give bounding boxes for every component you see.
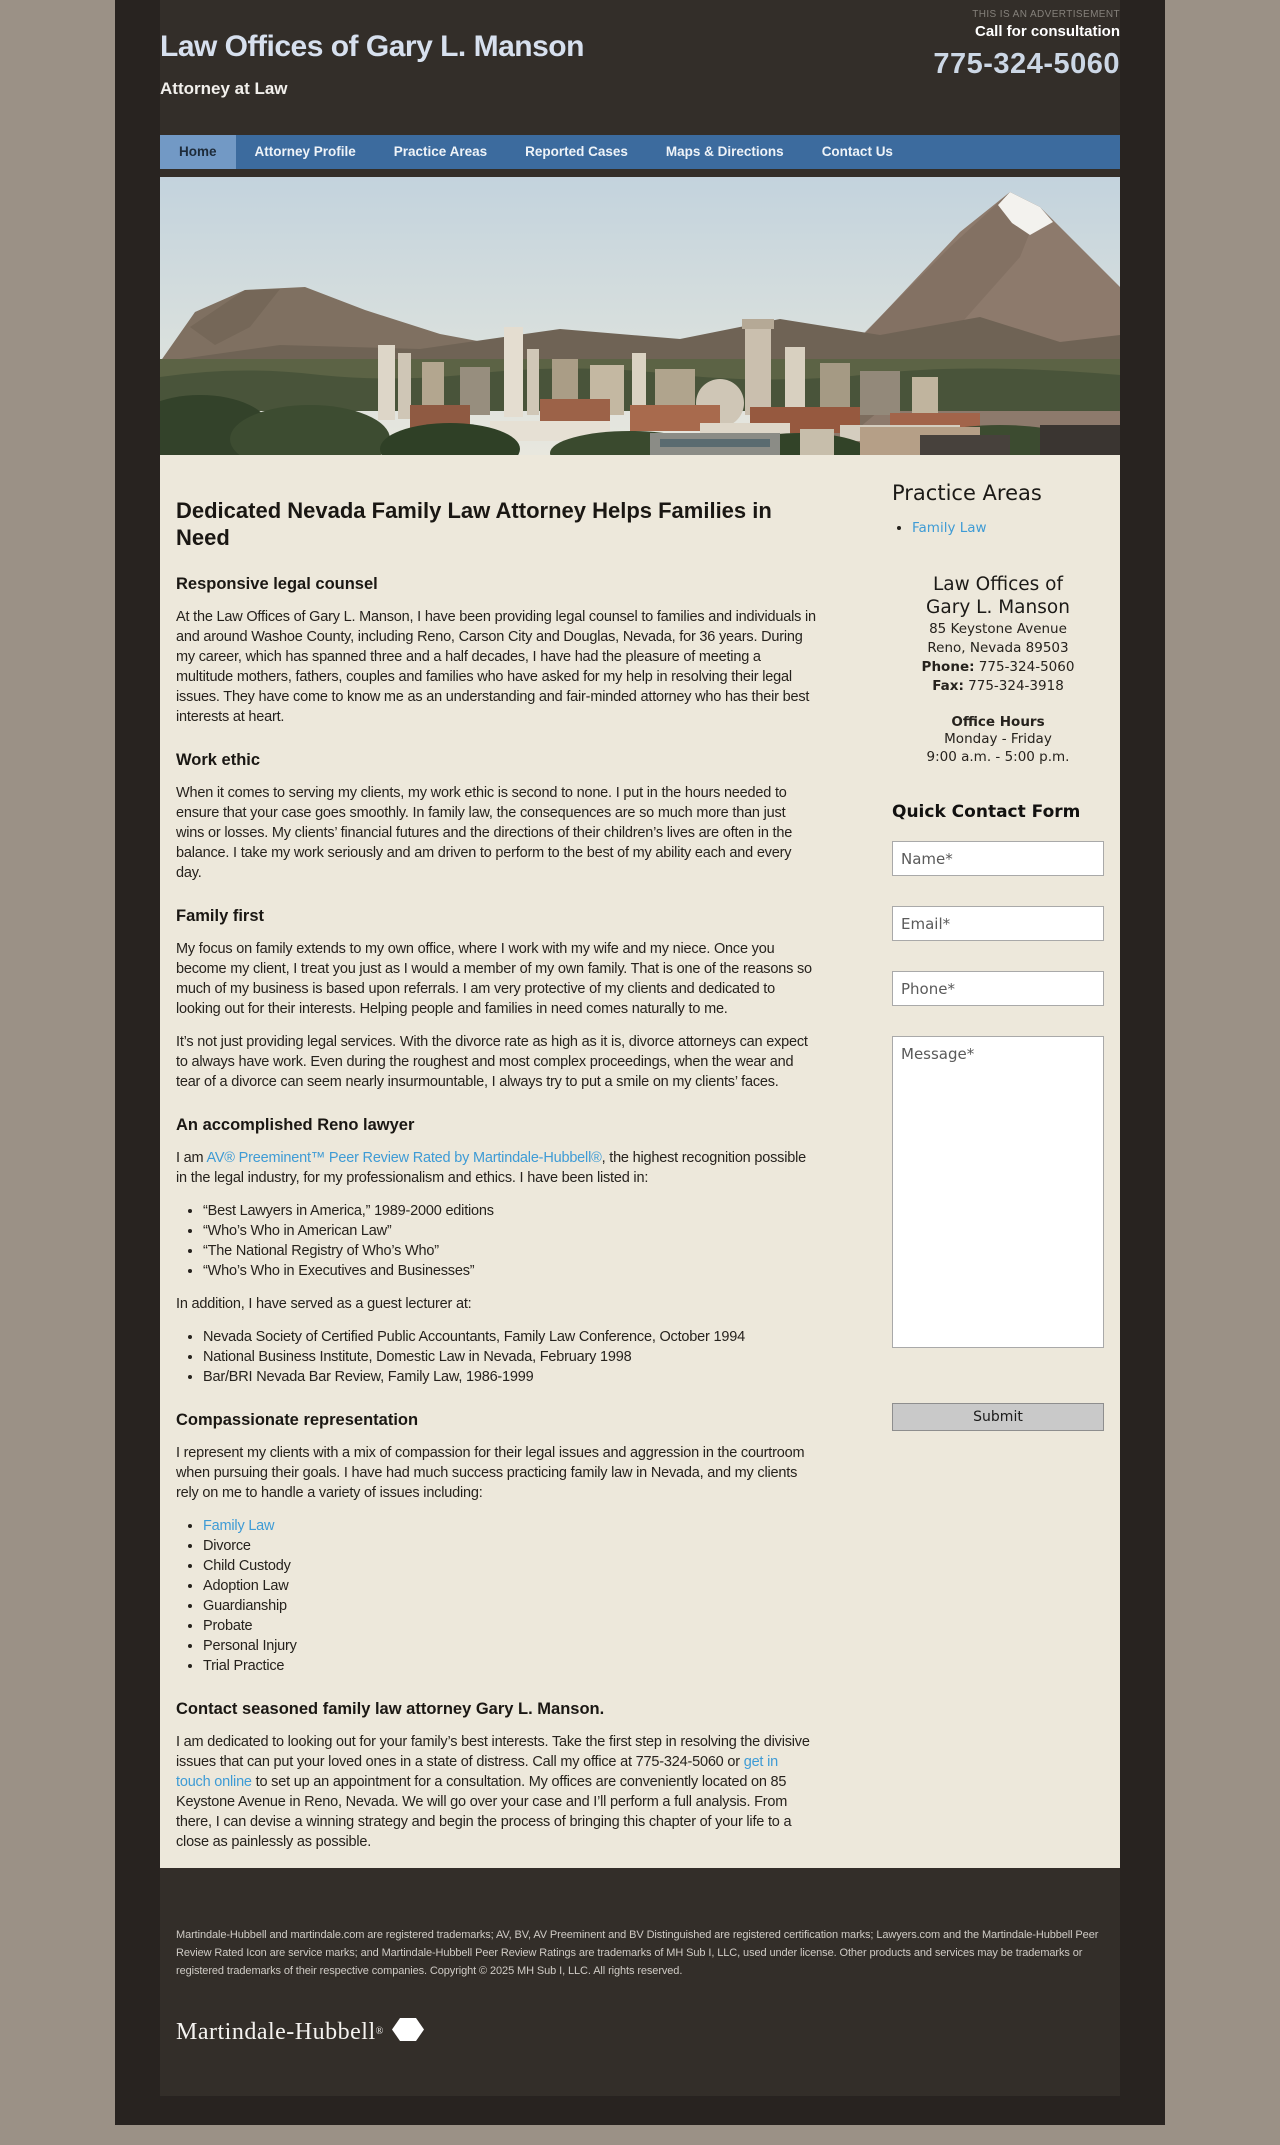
call-for-consultation-label: Call for consultation [974,23,1120,40]
fax-label: Fax: [932,678,964,694]
list-item: • Adoption Law [203,1576,816,1596]
office-hours-days: Monday - Friday [944,731,1052,747]
list-item: • Personal Injury [203,1636,816,1656]
nav-item-practice-areas[interactable]: Practice Areas [393,144,488,159]
av-preeminent-link[interactable]: AV® Preeminent™ Peer Review Rated by Martindale-Hubbell® [206,1150,602,1166]
list-item: • “Best Lawyers in America,” 1989-2000 editions [203,1201,816,1221]
list-item: • “Who’s Who in American Law” [203,1221,816,1241]
section-heading-family-first: Family first [176,907,265,925]
sidebar-family-law-link[interactable]: Family Law [912,520,987,536]
trademark-disclaimer: Martindale-Hubbell and martindale.com are registered trademarks; AV, BV, AV Preeminent and BV Distinguished are registered certification marks; Lawyers.com and the Martindale-Hubbell Peer Review Rated Icon are service marks; and Martindale-Hubbell Peer Review Ratings are trademarks of MH Sub I, LLC, used under license. Other products and services may be trademarks or registered trademarks of their respective companies. Copyright © 2025 MH Sub I, LLC. All rights reserved. [176,1929,1099,1977]
main-content-area [160,455,1120,1868]
paragraph-with-link [176,1732,816,1852]
paragraph-with-link [176,1148,816,1188]
phone-value: 775-324-5060 [978,659,1075,675]
paragraph: It’s not just providing legal services. With the divorce rate as high as it is, divorce attorneys can expect to always have work. Even during the roughest and most complex proceedings, when the wear and tear of a divorce can seem nearly insurmountable, I always try to put a smile on my clients’ faces. [176,1034,808,1090]
office-hours-card [892,714,1104,766]
list-item: • National Business Institute, Domestic Law in Nevada, February 1998 [203,1347,816,1367]
list-item [912,519,1104,537]
paragraph: At the Law Offices of Gary L. Manson, I have been providing legal counsel to families and individuals in and around Washoe County, including Reno, Carson City and Douglas, Nevada, for 36 years. During my career, which has spanned three and a half decades, I have had the pleasure of meeting a multitude mothers, fathers, couples and families who have asked for my help in resolving their legal issues. They have come to know me as an understanding and fair-minded attorney who has their best interests at heart. [176,609,816,725]
paragraph: I represent my clients with a mix of compassion for their legal issues and aggression in the courtroom when pursuing their goals. I have had much success practicing family law in Nevada, and my clients rely on me to handle a variety of issues including: [176,1445,805,1501]
list-item: • Trial Practice [203,1656,816,1676]
registered-mark: ® [375,2026,384,2037]
phone-line [892,658,1104,676]
issues-list [176,1516,816,1676]
header-phone-number: 775-324-5060 [933,48,1120,80]
paragraph: When it comes to serving my clients, my work ethic is second to none. I put in the hours needed to ensure that your case goes smoothly. In family law, the consequences are so much more than just wins or losses. My clients’ financial futures and the directions of their children’s lives are often in the balance. I take my work seriously and am driven to perform to the best of my ability each and every day. [176,785,793,881]
paragraph: In addition, I have served as a guest lecturer at: [176,1296,472,1312]
advertisement-note: THIS IS AN ADVERTISEMENT [972,9,1120,20]
list-item: • Bar/BRI Nevada Bar Review, Family Law, 1986-1999 [203,1367,816,1387]
message-field[interactable] [892,1036,1104,1348]
list-item [203,1516,816,1536]
section-heading-accomplished-lawyer: An accomplished Reno lawyer [176,1116,415,1134]
list-item: • Nevada Society of Certified Public Accountants, Family Law Conference, October 1994 [203,1327,816,1347]
text-segment: I am dedicated to looking out for your family’s best interests. Take the first step in resolving the divisive issues that can put your loved ones in a state of distress. Call my office at 775-324-5060 or [176,1734,810,1770]
site-subtitle: Attorney at Law [160,79,288,98]
fax-line [892,677,1104,695]
quick-contact-form [892,841,1104,1431]
list-item: • “The National Registry of Who’s Who” [203,1241,816,1261]
main-nav [160,135,1120,169]
email-field[interactable] [892,906,1104,941]
list-item: • Probate [203,1616,816,1636]
nav-item-home[interactable]: Home [160,135,236,169]
fax-value: 775-324-3918 [968,678,1064,694]
logo-text: Martindale-Hubbell [176,2018,376,2045]
martindale-hubbell-logo [176,2016,1104,2048]
office-hours-times: 9:00 a.m. - 5:00 p.m. [926,749,1070,765]
hexagon-icon [392,2016,424,2048]
text-segment: I am [176,1150,207,1166]
lectures-list [176,1327,816,1387]
list-item: • Child Custody [203,1556,816,1576]
section-heading-contact: Contact seasoned family law attorney Gary L. Manson. [176,1700,605,1718]
list-item: • Guardianship [203,1596,816,1616]
section-heading-compassionate-representation: Compassionate representation [176,1411,419,1429]
practice-areas-list [892,519,1104,537]
submit-button[interactable]: Submit [892,1403,1104,1431]
family-law-link[interactable]: Family Law [203,1518,275,1534]
practice-areas-heading: Practice Areas [892,481,1042,505]
list-item: • “Who’s Who in Executives and Businesses” [203,1261,816,1281]
site-header [160,0,1120,135]
nav-item-attorney-profile[interactable]: Attorney Profile [254,144,356,159]
nav-item-contact-us[interactable]: Contact Us [821,144,893,159]
section-heading-work-ethic: Work ethic [176,751,261,769]
firm-address-card [892,573,1104,695]
listed-in-list [176,1201,816,1281]
phone-label: Phone: [921,659,975,675]
name-field[interactable] [892,841,1104,876]
list-item: • Divorce [203,1536,816,1556]
nav-item-reported-cases[interactable]: Reported Cases [525,144,628,159]
section-heading-responsive-legal-counsel: Responsive legal counsel [176,575,378,593]
page-title: Dedicated Nevada Family Law Attorney Helps Families in Need [176,498,772,550]
page-container [115,0,1165,2125]
article-column [176,471,816,1852]
address-line1: 85 Keystone Avenue [929,621,1067,637]
text-segment: , the highest recognition possible in the legal industry, for my professionalism and ethics. I have been listed in: [176,1150,806,1186]
get-in-touch-link[interactable]: get in touch online [176,1754,778,1790]
paragraph: My focus on family extends to my own office, where I work with my wife and my niece. Once you become my client, I treat you just as I would a member of my own family. That is one of the reasons so much of my business is based upon referrals. I am very protective of my clients and dedicated to looking out for their interests. Helping people and families in need comes naturally to me. [176,941,812,1017]
sidebar [892,471,1104,1852]
nav-item-maps-directions[interactable]: Maps & Directions [665,144,784,159]
quick-contact-form-heading: Quick Contact Form [892,802,1081,822]
text-segment: to set up an appointment for a consultation. My offices are conveniently located on 85 Keystone Avenue in Reno, Nevada. We will go over your case and I’ll perform a full analysis. From there, I can devise a winning strategy and begin the process of bringing this chapter of your life to a close as painlessly as possible. [176,1774,792,1850]
firm-name-line1: Law Offices of [932,574,1063,595]
address-line2: Reno, Nevada 89503 [927,640,1069,656]
office-hours-heading: Office Hours [951,714,1045,730]
hero-skyline-image [160,177,1120,455]
site-footer [160,1868,1120,2096]
phone-field[interactable] [892,971,1104,1006]
firm-name-line2: Gary L. Manson [926,597,1070,618]
site-title: Law Offices of Gary L. Manson [160,30,584,63]
